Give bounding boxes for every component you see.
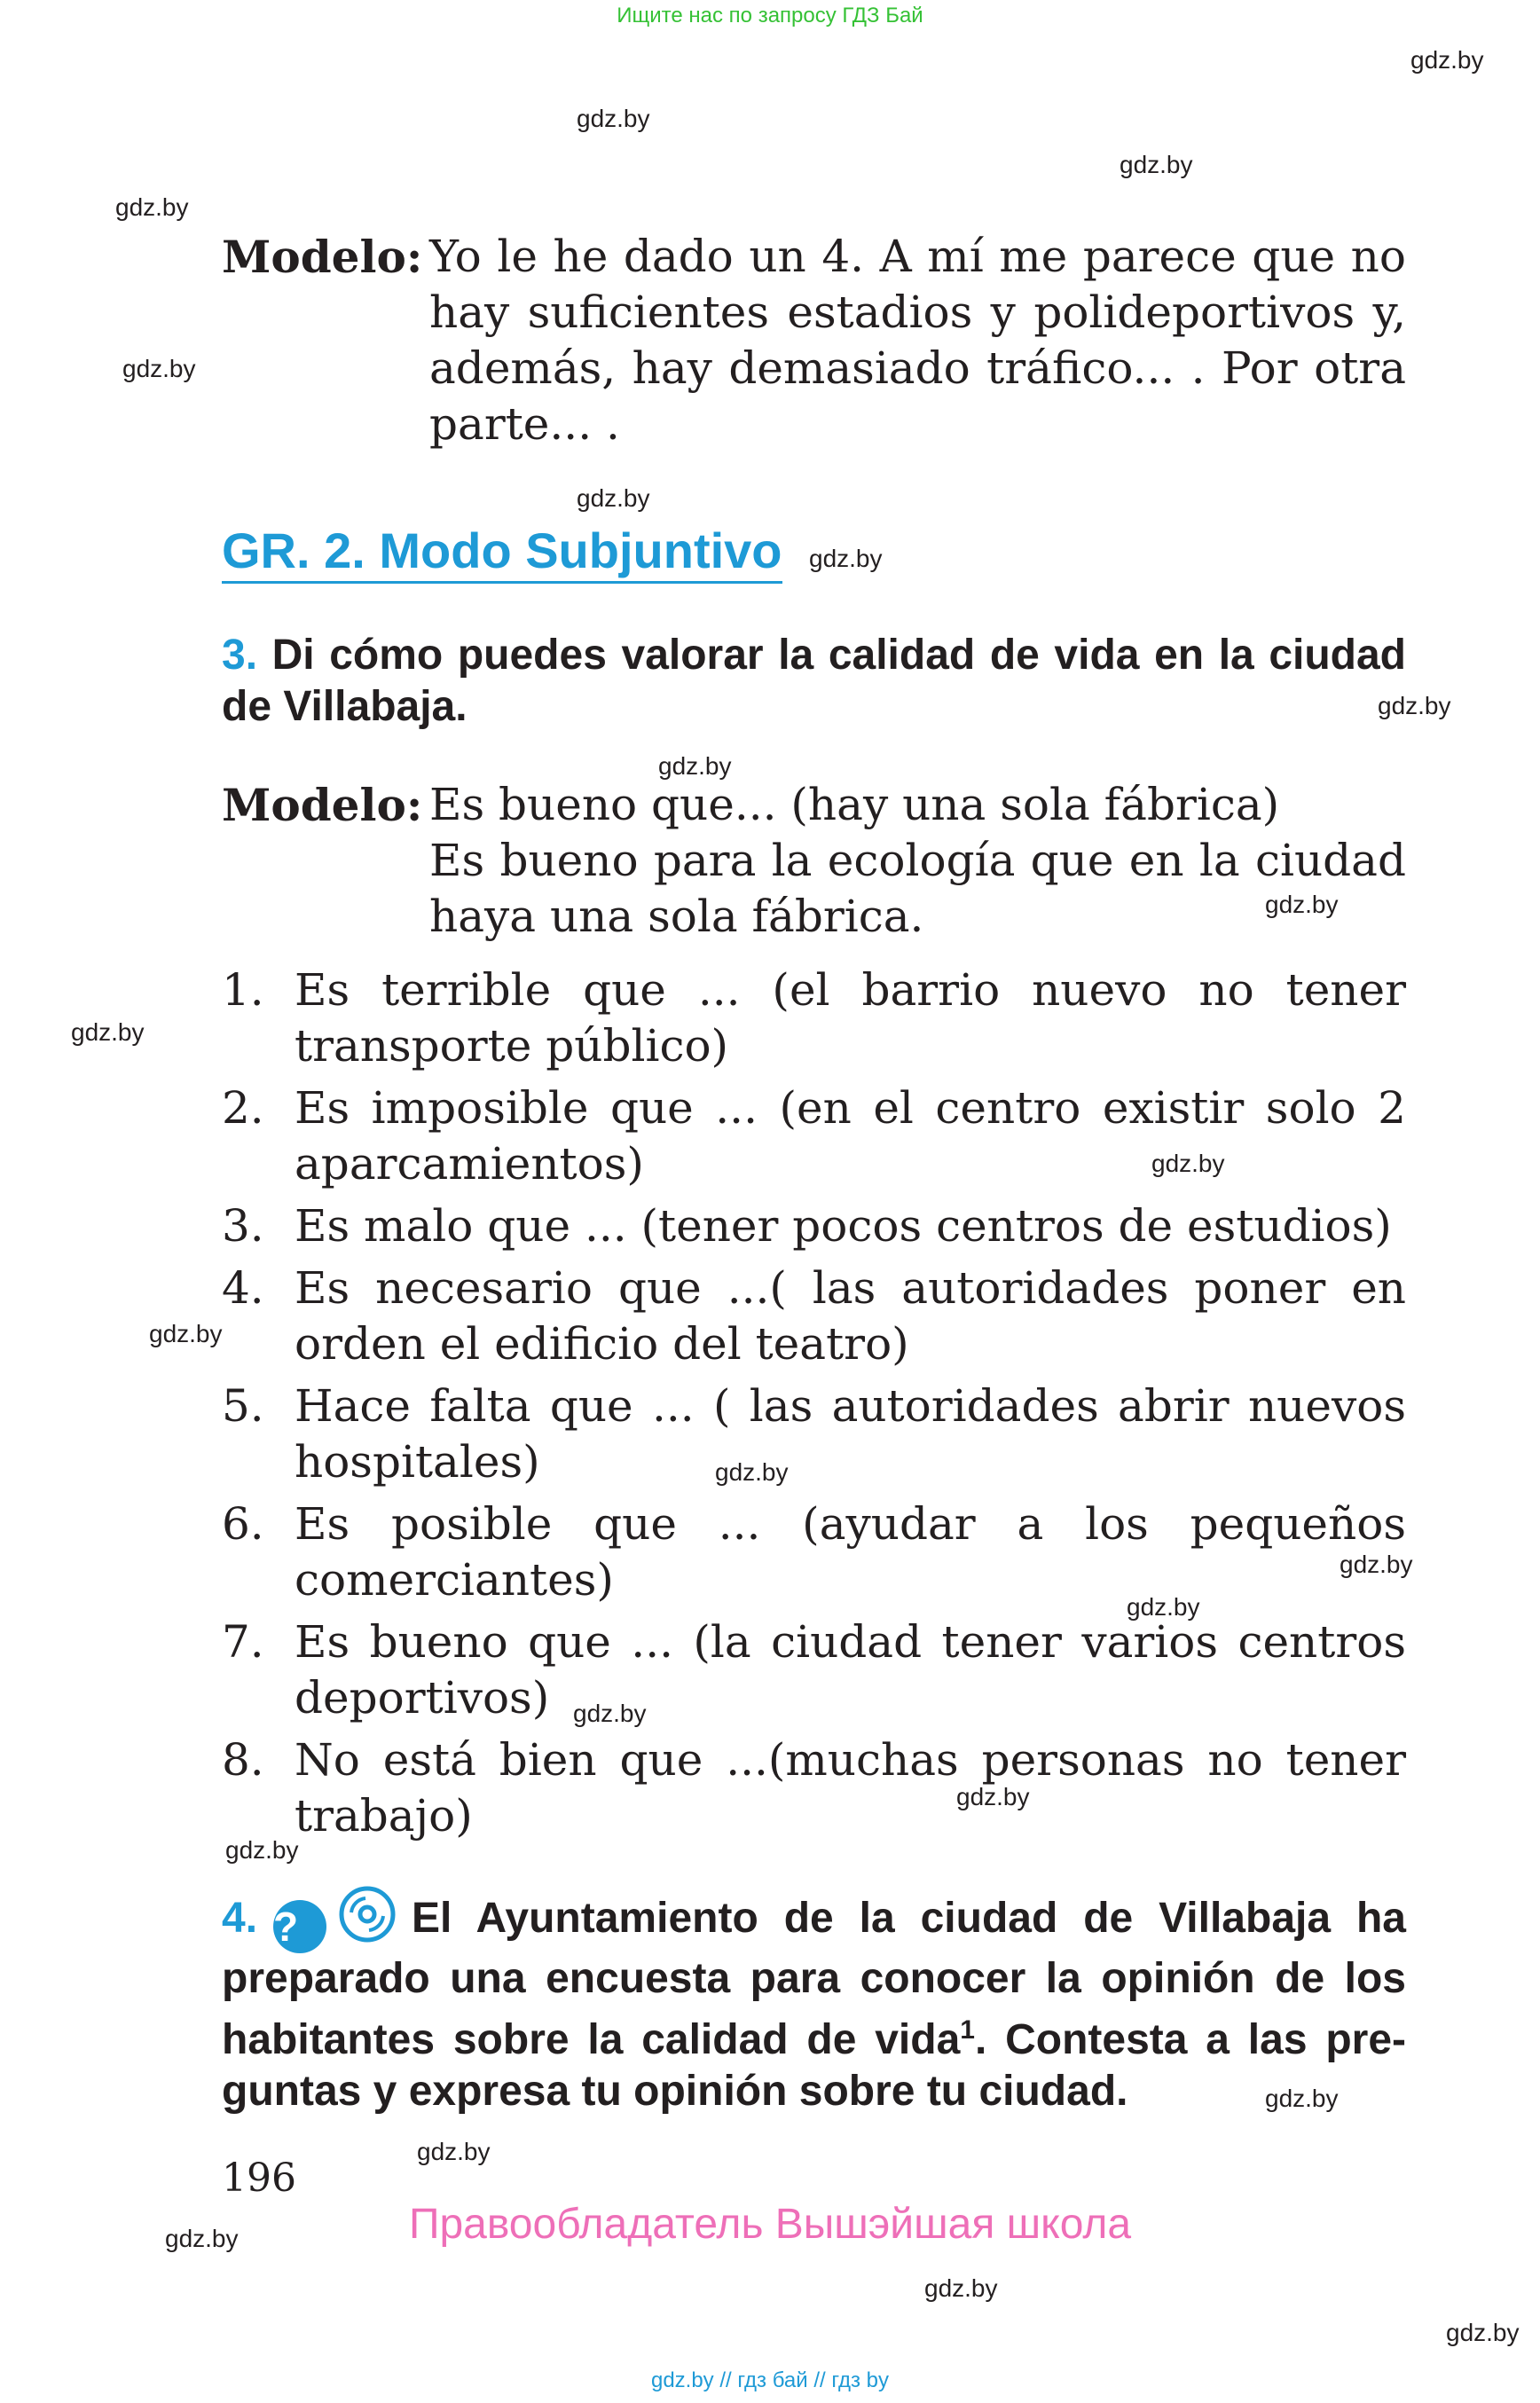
watermark: gdz.by	[809, 545, 883, 572]
list-item	[222, 1260, 1406, 1372]
item-text: Es necesario que ...( las autoridades poner en orden el edificio del teatro)	[295, 1262, 1406, 1370]
exercise-text: Di cómo puedes valorar la calidad de vida en la ciudad de Villabaja.	[222, 632, 1407, 730]
item-number: 7.	[222, 1616, 264, 1668]
modelo-text	[429, 777, 1406, 945]
item-text: Es bueno que ... (la ciudad tener varios centros deportivos)	[295, 1616, 1406, 1724]
footnote-mark: 1	[960, 2015, 975, 2045]
top-banner: Ищите нас по запросу ГДЗ Бай	[617, 4, 923, 27]
item-number: 1.	[222, 964, 264, 1016]
item-text: Es terrible que ... (el barrio nuevo no tener transporte público)	[295, 964, 1406, 1072]
modelo-block-1	[222, 229, 1406, 452]
watermark: gdz.by	[1120, 151, 1193, 178]
item-text: Es posible que ... (ayudar a los pequeños comerciantes)	[295, 1498, 1406, 1606]
list-item	[222, 1496, 1406, 1608]
watermark: gdz.by	[956, 1783, 1030, 1810]
exercise-text: El Ayuntamiento de la ciudad de Villabaja ha preparado una encuesta para conocer la opinión de los habitantes sobre la calidad de vida	[222, 1895, 1406, 2063]
modelo-line: además, hay demasiado tráfico... . Por otra	[429, 342, 1406, 394]
watermark: gdz.by	[122, 355, 196, 382]
modelo-line: Es bueno que... (hay una sola fábrica)	[429, 779, 1280, 830]
watermark: gdz.by	[1340, 1551, 1413, 1578]
exercise-3-instruction	[222, 630, 1406, 733]
watermark: gdz.by	[924, 2274, 998, 2302]
modelo-text	[429, 229, 1406, 452]
watermark: gdz.by	[1378, 692, 1451, 719]
watermark: gdz.by	[1127, 1593, 1200, 1621]
exercise-3-list	[222, 962, 1406, 1850]
list-item	[222, 962, 1406, 1074]
modelo-block-2	[222, 777, 1406, 945]
modelo-line: hay suficientes estadios y polideportivos y,	[429, 287, 1406, 338]
exercise-text-cont: . Contesta a las preguntas y expresa tu opinión sobre tu ciudad.	[222, 2016, 1407, 2115]
item-text: No está bien que ...(muchas personas no tener trabajo)	[295, 1734, 1406, 1842]
watermark: gdz.by	[225, 1836, 299, 1864]
watermark: gdz.by	[115, 193, 189, 221]
list-item	[222, 1198, 1406, 1254]
modelo-label: Modelo:	[222, 231, 423, 283]
item-number: 2.	[222, 1082, 264, 1134]
watermark: gdz.by	[149, 1320, 223, 1347]
item-text: Hace falta que ... ( las autoridades abrir nuevos hospitales)	[295, 1380, 1406, 1488]
modelo-line: parte... .	[429, 398, 620, 450]
watermark: gdz.by	[577, 484, 650, 512]
item-number: 8.	[222, 1734, 264, 1786]
modelo-label: Modelo:	[222, 779, 423, 831]
copyright-notice: Правообладатель Вышэйшая школа	[408, 2201, 1132, 2248]
audio-cd-icon	[339, 1886, 396, 1943]
modelo-line: Es bueno para la ecología que en la ciudad	[429, 835, 1406, 886]
watermark: gdz.by	[71, 1018, 145, 1046]
watermark: gdz.by	[165, 2225, 239, 2252]
list-item	[222, 1732, 1406, 1844]
item-number: 4.	[222, 1262, 264, 1314]
modelo-line: haya una sola fábrica.	[429, 891, 924, 942]
exercise-number: 4.	[222, 1895, 258, 1942]
watermark: gdz.by	[1151, 1150, 1225, 1177]
exercise-4-instruction	[222, 1886, 1406, 2117]
watermark: gdz.by	[577, 105, 650, 132]
item-text: Es imposible que ... (en el centro existir solo 2 aparcamientos)	[295, 1082, 1406, 1190]
modelo-line: Yo le he dado un 4. A mí me parece que no	[429, 231, 1406, 282]
item-text: Es malo que ... (tener pocos centros de estudios)	[295, 1200, 1392, 1252]
question-icon: ?	[273, 1900, 326, 1953]
item-number: 5.	[222, 1380, 264, 1432]
watermark: gdz.by	[417, 2138, 491, 2165]
watermark: gdz.by	[1265, 891, 1339, 918]
watermark: gdz.by	[1265, 2085, 1339, 2112]
page-number: 196	[222, 2156, 296, 2201]
list-item	[222, 1378, 1406, 1490]
item-number: 6.	[222, 1498, 264, 1550]
list-item	[222, 1614, 1406, 1726]
exercise-number: 3.	[222, 632, 258, 679]
item-number: 3.	[222, 1200, 264, 1252]
watermark: gdz.by	[1410, 46, 1484, 74]
list-item	[222, 1080, 1406, 1192]
watermark: gdz.by	[658, 752, 732, 780]
footer-links: gdz.by // гдз бай // гдз by	[650, 2368, 890, 2392]
watermark: gdz.by	[715, 1458, 789, 1486]
watermark: gdz.by	[1446, 2319, 1520, 2346]
section-title: GR. 2. Modo Subjuntivo	[222, 522, 782, 584]
watermark: gdz.by	[573, 1700, 647, 1727]
